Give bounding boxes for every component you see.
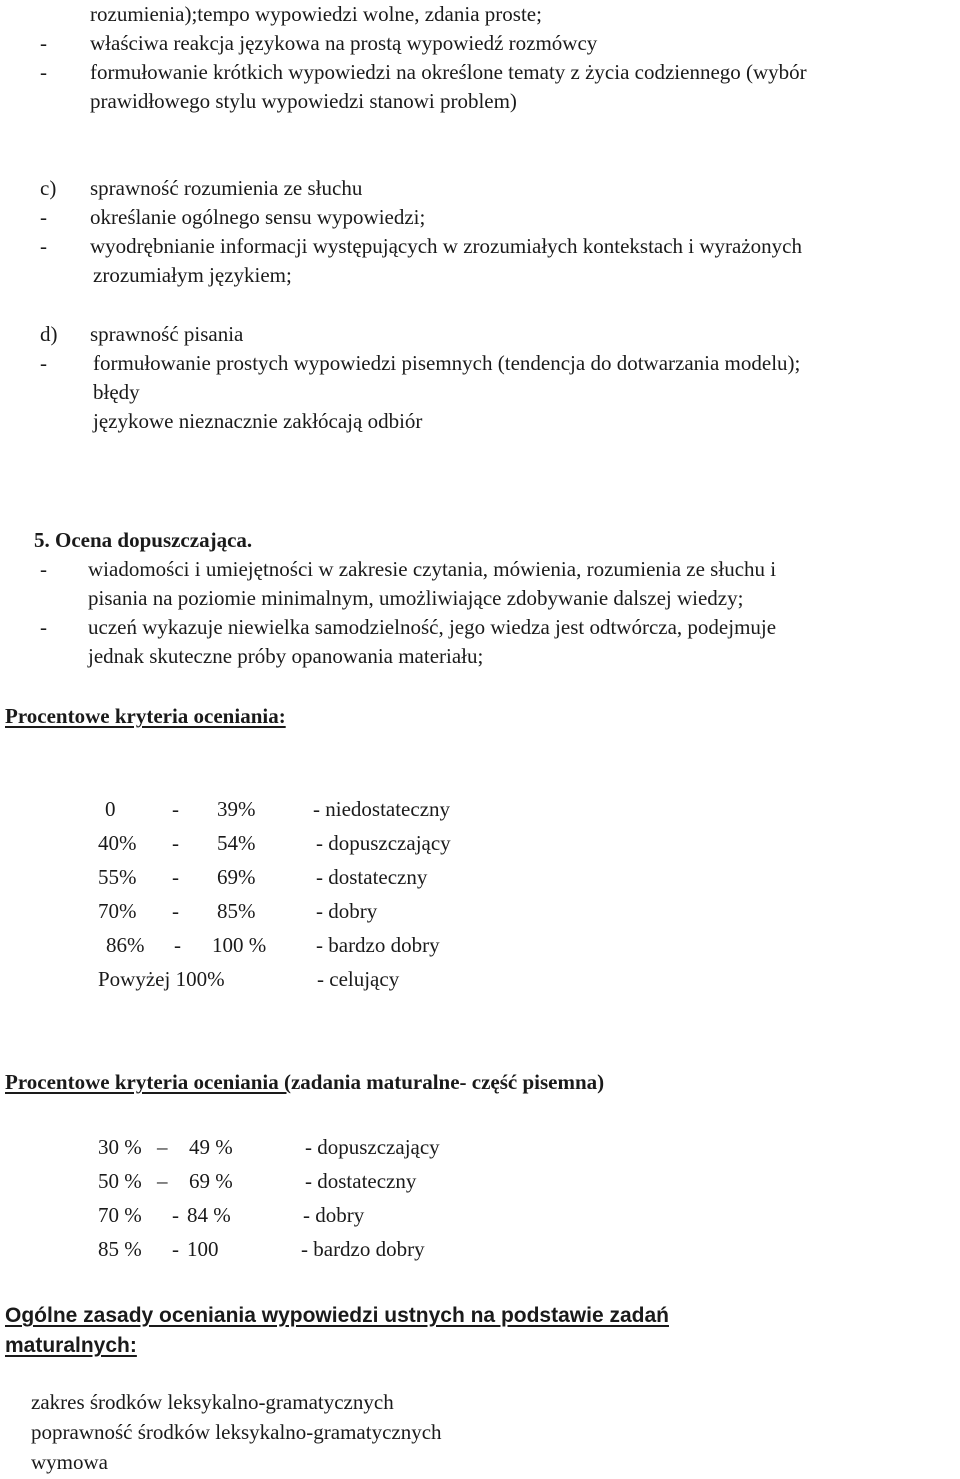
list-item-text: zrozumiałym językiem; bbox=[93, 263, 292, 287]
range-separator: - bbox=[172, 831, 179, 855]
range-to: 69% bbox=[217, 865, 256, 889]
list-item-text: jednak skuteczne próby opanowania materiału; bbox=[88, 644, 484, 668]
grade-label: - dobry bbox=[316, 899, 378, 923]
section-heading: 5. Ocena dopuszczająca. bbox=[34, 528, 253, 552]
criteria-matura-heading-underlined: Procentowe kryteria oceniania ( bbox=[5, 1070, 291, 1094]
list-item: poprawność środków leksykalno-gramatycznych bbox=[31, 1420, 442, 1444]
list-item: zakres środków leksykalno-gramatycznych bbox=[31, 1390, 394, 1414]
grade-label: - bardzo dobry bbox=[301, 1237, 425, 1261]
range-to: 100 bbox=[187, 1237, 219, 1261]
range-to: 54% bbox=[217, 831, 256, 855]
list-item-text: właściwa reakcja językowa na prostą wypowiedź rozmówcy bbox=[90, 31, 598, 55]
range-to: 69 % bbox=[189, 1169, 233, 1193]
grade-label: - dostateczny bbox=[316, 865, 428, 889]
range-from: 86% bbox=[106, 933, 145, 957]
oral-heading-line2: maturalnych: bbox=[5, 1334, 137, 1357]
bullet-dash: - bbox=[40, 31, 47, 55]
range-from: 0 bbox=[105, 797, 116, 821]
section-marker: c) bbox=[40, 176, 57, 200]
range-to: 84 % bbox=[187, 1203, 231, 1227]
section-marker: d) bbox=[40, 322, 58, 346]
oral-heading-line1: Ogólne zasady oceniania wypowiedzi ustnych na podstawie zadań bbox=[5, 1304, 669, 1327]
range-to: 85% bbox=[217, 899, 256, 923]
range-separator: – bbox=[157, 1135, 168, 1159]
range-separator: - bbox=[172, 865, 179, 889]
range-from: 70% bbox=[98, 899, 137, 923]
criteria-heading: Procentowe kryteria oceniania: bbox=[5, 704, 286, 728]
continuation-line: rozumienia);tempo wypowiedzi wolne, zdania proste; bbox=[90, 2, 542, 26]
list-item-text: pisania na poziomie minimalnym, umożliwiające zdobywanie dalszej wiedzy; bbox=[88, 586, 744, 610]
range-from: 40% bbox=[98, 831, 137, 855]
range-from: 55% bbox=[98, 865, 137, 889]
grade-label: - dopuszczający bbox=[305, 1135, 440, 1159]
grade-label: - bardzo dobry bbox=[316, 933, 440, 957]
list-item-text: formułowanie krótkich wypowiedzi na określone tematy z życia codziennego (wybór bbox=[90, 60, 807, 84]
criteria-matura-heading-rest: zadania maturalne- część pisemna) bbox=[290, 1070, 605, 1094]
grade-label: - dopuszczający bbox=[316, 831, 451, 855]
list-item-text: wyodrębnianie informacji występujących w zrozumiałych kontekstach i wyrażonych bbox=[90, 234, 803, 258]
list-item-text: określanie ogólnego sensu wypowiedzi; bbox=[90, 205, 426, 229]
list-item-text: prawidłowego stylu wypowiedzi stanowi problem) bbox=[90, 89, 517, 113]
range-from: Powyżej 100% bbox=[98, 967, 225, 991]
grade-label: - celujący bbox=[317, 967, 400, 991]
list-item-text: błędy bbox=[93, 380, 140, 404]
criteria-matura-heading bbox=[5, 1068, 604, 1098]
bullet-dash: - bbox=[40, 60, 47, 84]
list-item-text: uczeń wykazuje niewielka samodzielność, jego wiedza jest odtwórcza, podejmuje bbox=[88, 615, 777, 639]
range-separator: - bbox=[172, 797, 179, 821]
range-from: 50 % bbox=[98, 1169, 142, 1193]
grade-label: - niedostateczny bbox=[313, 797, 451, 821]
range-separator: – bbox=[157, 1169, 168, 1193]
bullet-dash: - bbox=[40, 234, 47, 258]
range-separator: - bbox=[172, 899, 179, 923]
bullet-dash: - bbox=[40, 205, 47, 229]
list-item: wymowa bbox=[31, 1450, 108, 1474]
grade-label: - dobry bbox=[303, 1203, 365, 1227]
list-item-text: językowe nieznacznie zakłócają odbiór bbox=[93, 409, 423, 433]
bullet-dash: - bbox=[40, 351, 47, 375]
range-from: 85 % bbox=[98, 1237, 142, 1261]
section-title: sprawność pisania bbox=[90, 322, 244, 346]
range-separator: - bbox=[174, 933, 181, 957]
range-separator: - bbox=[172, 1237, 179, 1261]
list-item-text: formułowanie prostych wypowiedzi pisemnych (tendencja do dotwarzania modelu); bbox=[93, 351, 801, 375]
bullet-dash: - bbox=[40, 557, 47, 581]
range-separator: - bbox=[172, 1203, 179, 1227]
range-to: 39% bbox=[217, 797, 256, 821]
section-title: sprawność rozumienia ze słuchu bbox=[90, 176, 363, 200]
list-item-text: wiadomości i umiejętności w zakresie czytania, mówienia, rozumienia ze słuchu i bbox=[88, 557, 777, 581]
bullet-dash: - bbox=[40, 615, 47, 639]
grade-label: - dostateczny bbox=[305, 1169, 417, 1193]
range-from: 30 % bbox=[98, 1135, 142, 1159]
range-from: 70 % bbox=[98, 1203, 142, 1227]
range-to: 49 % bbox=[189, 1135, 233, 1159]
range-to: 100 % bbox=[212, 933, 267, 957]
